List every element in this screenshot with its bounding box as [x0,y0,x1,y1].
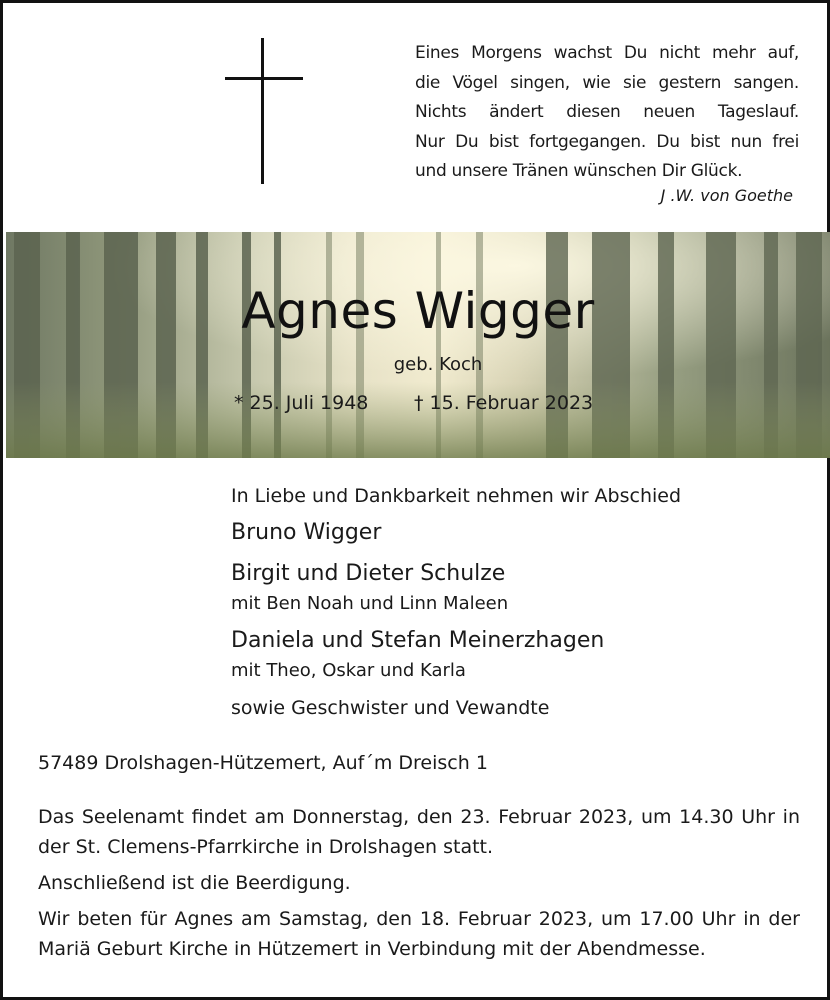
forest-image [6,232,830,458]
poem-line: Nur Du bist fortgegangen. Du bist nun frei [415,131,799,152]
death-date: † 15. Februar 2023 [414,392,594,414]
service-note: Wir beten für Agnes am Samstag, den 18. Februar 2023, um 17.00 Uhr in der Mariä Geburt Kirche in Hützemert in Verbindung mit der Abendmesse. [38,908,800,960]
mourner-name: Bruno Wigger [231,520,382,545]
mourner-children: mit Theo, Oskar und Karla [231,660,466,681]
forest-banner [6,232,830,458]
poem-line: Nichts ändert diesen neuen Tageslauf. [415,102,799,122]
deceased-name: Agnes Wigger [241,282,595,340]
poem-line: Eines Morgens wachst Du nicht mehr auf, [415,43,799,63]
relatives-text: sowie Geschwister und Vewandte [231,697,550,719]
life-dates [234,392,593,414]
poem-line: die Vögel singen, wie sie gestern sangen. [415,72,799,93]
birth-date: * 25. Juli 1948 [234,392,369,414]
service-note: Anschließend ist die Beerdigung. [38,872,351,894]
service-note: Das Seelenamt findet am Donnerstag, den 23. Februar 2023, um 14.30 Uhr in der St. Clemens-Pfarrkirche in Drolshagen statt. [38,806,800,858]
mourner-name: Birgit und Dieter Schulze [231,561,506,586]
poem [415,39,799,187]
poem-author: J .W. von Goethe [660,186,793,205]
service-notes [38,802,800,970]
cross-icon [225,38,303,184]
poem-line: und unsere Tränen wünschen Dir Glück. [415,161,743,181]
farewell-text: In Liebe und Dankbarkeit nehmen wir Abschied [231,485,682,507]
born-name: geb. Koch [393,354,483,375]
mourner-children: mit Ben Noah und Linn Maleen [231,593,509,614]
mourners [231,483,791,721]
mourning-address: 57489 Drolshagen-Hützemert, Auf´m Dreisch 1 [38,752,488,774]
mourner-name: Daniela und Stefan Meinerzhagen [231,628,605,653]
